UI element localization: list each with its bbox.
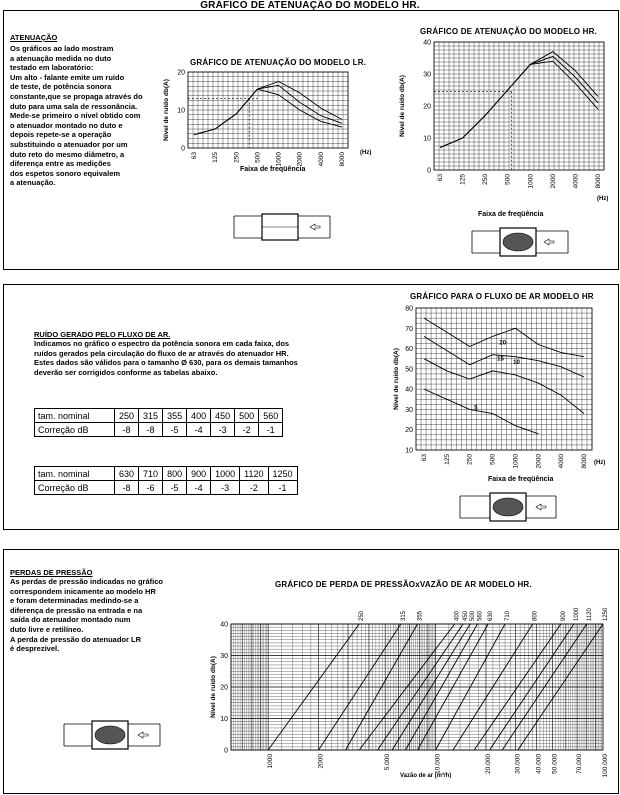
x-tick-label: 250	[466, 454, 474, 465]
y-tick-label: 40	[423, 39, 431, 47]
table-cell: 400	[187, 409, 211, 423]
lr-chart-title: GRÁFICO DE ATENUAÇÃO DO MODELO LR.	[190, 58, 367, 67]
curve-label: 20	[499, 340, 507, 347]
y-tick-label: 30	[423, 71, 431, 79]
x-tick-label: 1000	[512, 454, 520, 469]
x-tick-label: 500	[254, 152, 262, 163]
x-tick-label: 70.000	[576, 754, 584, 774]
y-tick-label: 40	[405, 386, 413, 394]
table-cell: -5	[163, 481, 187, 495]
series-label: 710	[505, 610, 512, 621]
flow-chart-xlabel: Faixa de freqüência	[488, 476, 554, 483]
table-cell: -4	[187, 481, 211, 495]
loss-chart	[205, 598, 609, 788]
flow-chart-title: GRÁFICO PARA O FLUXO DE AR MODELO HR	[410, 292, 594, 301]
hr-chart-xlabel: Faixa de freqüência	[478, 211, 544, 218]
x-tick-label: 500	[489, 454, 497, 465]
x-tick-label: 63	[191, 152, 198, 160]
x-tick-label: 20.000	[484, 754, 492, 774]
hr-chart-title: GRÁFICO DE ATENUAÇÃO DO MODELO HR.	[420, 27, 598, 36]
table-cell: 250	[115, 409, 139, 423]
table-row	[35, 481, 298, 495]
y-tick-label: 10	[220, 716, 228, 723]
y-tick-label: 0	[427, 167, 431, 175]
loss-chart-xlabel: Vazão de ar (m³/h)	[400, 773, 452, 779]
x-tick-label: 4000	[317, 152, 325, 167]
y-tick-label: 60	[405, 346, 413, 354]
table-cell: 560	[259, 409, 283, 423]
airflow-noise-heading: RUÍDO GERADO PELO FLUXO DE AR.	[34, 330, 171, 339]
x-tick-label: 63	[437, 174, 444, 182]
curve-label: 15	[497, 356, 504, 363]
y-tick-label: 10	[177, 107, 185, 115]
x-tick-label: 500	[504, 174, 512, 185]
silencer-hr-drawing	[470, 225, 570, 259]
table-cell: -4	[187, 423, 211, 437]
table-cell: -2	[235, 423, 259, 437]
table-row	[35, 467, 298, 481]
table-cell: -1	[268, 481, 297, 495]
x-tick-label: 8000	[581, 454, 588, 469]
y-tick-label: 20	[177, 69, 185, 77]
series-label: 630	[488, 610, 495, 621]
x-tick-label: 1000	[267, 754, 275, 769]
y-tick-label: 10	[423, 135, 431, 143]
table-cell: Correção dB	[35, 481, 115, 495]
flow-chart-unit: (Hz)	[594, 460, 606, 466]
x-tick-label: 2000	[317, 754, 325, 769]
table-cell: -8	[115, 481, 139, 495]
lr-chart-xlabel: Faixa de freqüência	[240, 166, 306, 173]
x-tick-label: 1000	[527, 174, 535, 189]
series-label: 1120	[586, 608, 593, 621]
series-label: 250	[359, 610, 366, 621]
table-cell: 800	[163, 467, 187, 481]
y-axis-label: Nível de ruído db(A)	[393, 348, 400, 410]
table-cell: -8	[139, 423, 163, 437]
silencer-loss-drawing	[62, 718, 162, 752]
x-tick-label: 2000	[535, 454, 543, 469]
series-label: 1250	[603, 607, 609, 621]
curve-label: 10	[513, 359, 520, 366]
y-axis-label: Nível de ruído db(A)	[163, 79, 170, 141]
x-tick-label: 250	[482, 174, 490, 185]
curve-label: 5	[474, 405, 478, 412]
x-tick-label: 100.000	[602, 754, 609, 778]
table-cell: tam. nominal	[35, 409, 115, 423]
y-tick-label: 70	[405, 325, 413, 333]
correction-table-2	[34, 466, 298, 495]
x-tick-label: 8000	[339, 152, 346, 167]
attenuation-heading: ATENUAÇÃO	[10, 33, 58, 42]
x-tick-label: 125	[212, 152, 220, 163]
series-label: 355	[417, 610, 424, 621]
y-tick-label: 20	[423, 103, 431, 111]
series-label: 315	[400, 610, 407, 621]
table-row	[35, 409, 283, 423]
table-cell: Correção dB	[35, 423, 115, 437]
x-tick-label: 2000	[549, 174, 557, 189]
series-label: 1000	[573, 607, 580, 621]
series-label: 400	[454, 610, 461, 621]
airflow-noise-text: Indicamos no gráfico o espectro da potência sonora em cada faixa, dos ruídos gerados pela circulação do fluxo de ar através do atenuador HR. Estes dados são válidos para o tamanho Ø 630, para os demais tamanhos deverão ser corrigidos conforme as tabelas abaixo.	[34, 339, 298, 377]
x-tick-label: 30.000	[514, 754, 522, 774]
table-cell: 900	[187, 467, 211, 481]
x-tick-label: 1000	[275, 152, 283, 167]
y-tick-label: 0	[224, 747, 228, 755]
x-tick-label: 8000	[595, 174, 602, 189]
table-cell: 1120	[240, 467, 268, 481]
y-axis-label: Nível de ruído db(A)	[399, 75, 406, 137]
table-cell: 315	[139, 409, 163, 423]
table-cell: 710	[139, 467, 163, 481]
table-row	[35, 423, 283, 437]
table-cell: tam. nominal	[35, 467, 115, 481]
table-cell: -5	[163, 423, 187, 437]
lr-chart-unit: (Hz)	[360, 150, 372, 156]
y-axis-label: Nível de ruído db(A)	[210, 656, 217, 718]
y-tick-label: 40	[220, 621, 228, 629]
series-label: 450	[463, 610, 470, 621]
attenuation-text: Os gráficos ao lado mostram a atenuação medida no duto testado em laboratório: Um alto - falante emite um ruído de teste, de potência sonora constante,que se propaga através do duto para uma sala de ressonância. Mede-se primeiro o nível obtido com o atenuador montado no duto e depois repete-se a operação substituindo o atenuador por um duto reto do mesmo diâmetro, a diferença entre as medições dos espetos sonoro equivalem a atenuação.	[10, 44, 143, 188]
table-cell: 355	[163, 409, 187, 423]
hr-chart-unit: (Hz)	[597, 196, 609, 202]
series-label: 500	[470, 610, 477, 621]
table-cell: -3	[211, 423, 235, 437]
page-title: GRÁFICO DE ATENUAÇÃO DO MODELO HR.	[200, 0, 420, 11]
table-cell: -6	[139, 481, 163, 495]
table-cell: -8	[115, 423, 139, 437]
y-tick-label: 50	[405, 366, 413, 374]
x-tick-label: 250	[233, 152, 241, 163]
flow-chart	[390, 300, 600, 482]
y-tick-label: 80	[405, 305, 413, 313]
table-cell: -2	[240, 481, 268, 495]
y-tick-label: 20	[405, 427, 413, 435]
y-tick-label: 30	[220, 653, 228, 660]
x-tick-label: 125	[459, 174, 467, 185]
table-cell: 500	[235, 409, 259, 423]
pressure-loss-heading: PERDAS DE PRESSÃO	[10, 568, 93, 577]
x-tick-label: 2000	[296, 152, 304, 167]
hr-chart	[398, 38, 608, 218]
x-tick-label: 40.000	[535, 754, 543, 774]
x-tick-label: 4000	[558, 454, 566, 469]
series-label: 900	[560, 610, 567, 621]
silencer-flow-drawing	[458, 490, 558, 524]
x-tick-label: 10.000	[434, 754, 442, 774]
x-tick-label: 125	[443, 454, 451, 465]
lr-chart	[160, 68, 350, 193]
y-tick-label: 0	[181, 145, 185, 153]
table-cell: 450	[211, 409, 235, 423]
x-tick-label: 63	[421, 454, 428, 462]
pressure-loss-text: As perdas de pressão indicadas no gráfico correspondem inicamente ao modelo HR e foram determinadas medindo-se a diferença de pressão na entrada e na saída do atenuador montado num duto livre e retilíneo. A perda de pressão do atenuador LR é desprezível.	[10, 577, 163, 654]
y-tick-label: 30	[405, 406, 413, 414]
loss-chart-title: GRÁFICO DE PERDA DE PRESSÃOxVAZÃO DE AR MODELO HR.	[275, 580, 532, 589]
series-label: 800	[532, 610, 539, 621]
silencer-lr-drawing	[232, 212, 332, 242]
y-tick-label: 10	[405, 447, 413, 455]
x-tick-label: 50.000	[551, 754, 559, 774]
table-cell: 630	[115, 467, 139, 481]
table-cell: 1250	[268, 467, 297, 481]
correction-table-1	[34, 408, 283, 437]
table-cell: 1000	[211, 467, 240, 481]
series-label: 560	[477, 610, 484, 621]
x-tick-label: 5.000	[384, 754, 392, 771]
y-tick-label: 20	[220, 684, 228, 692]
table-cell: -1	[259, 423, 283, 437]
table-cell: -3	[211, 481, 240, 495]
x-tick-label: 4000	[572, 174, 580, 189]
